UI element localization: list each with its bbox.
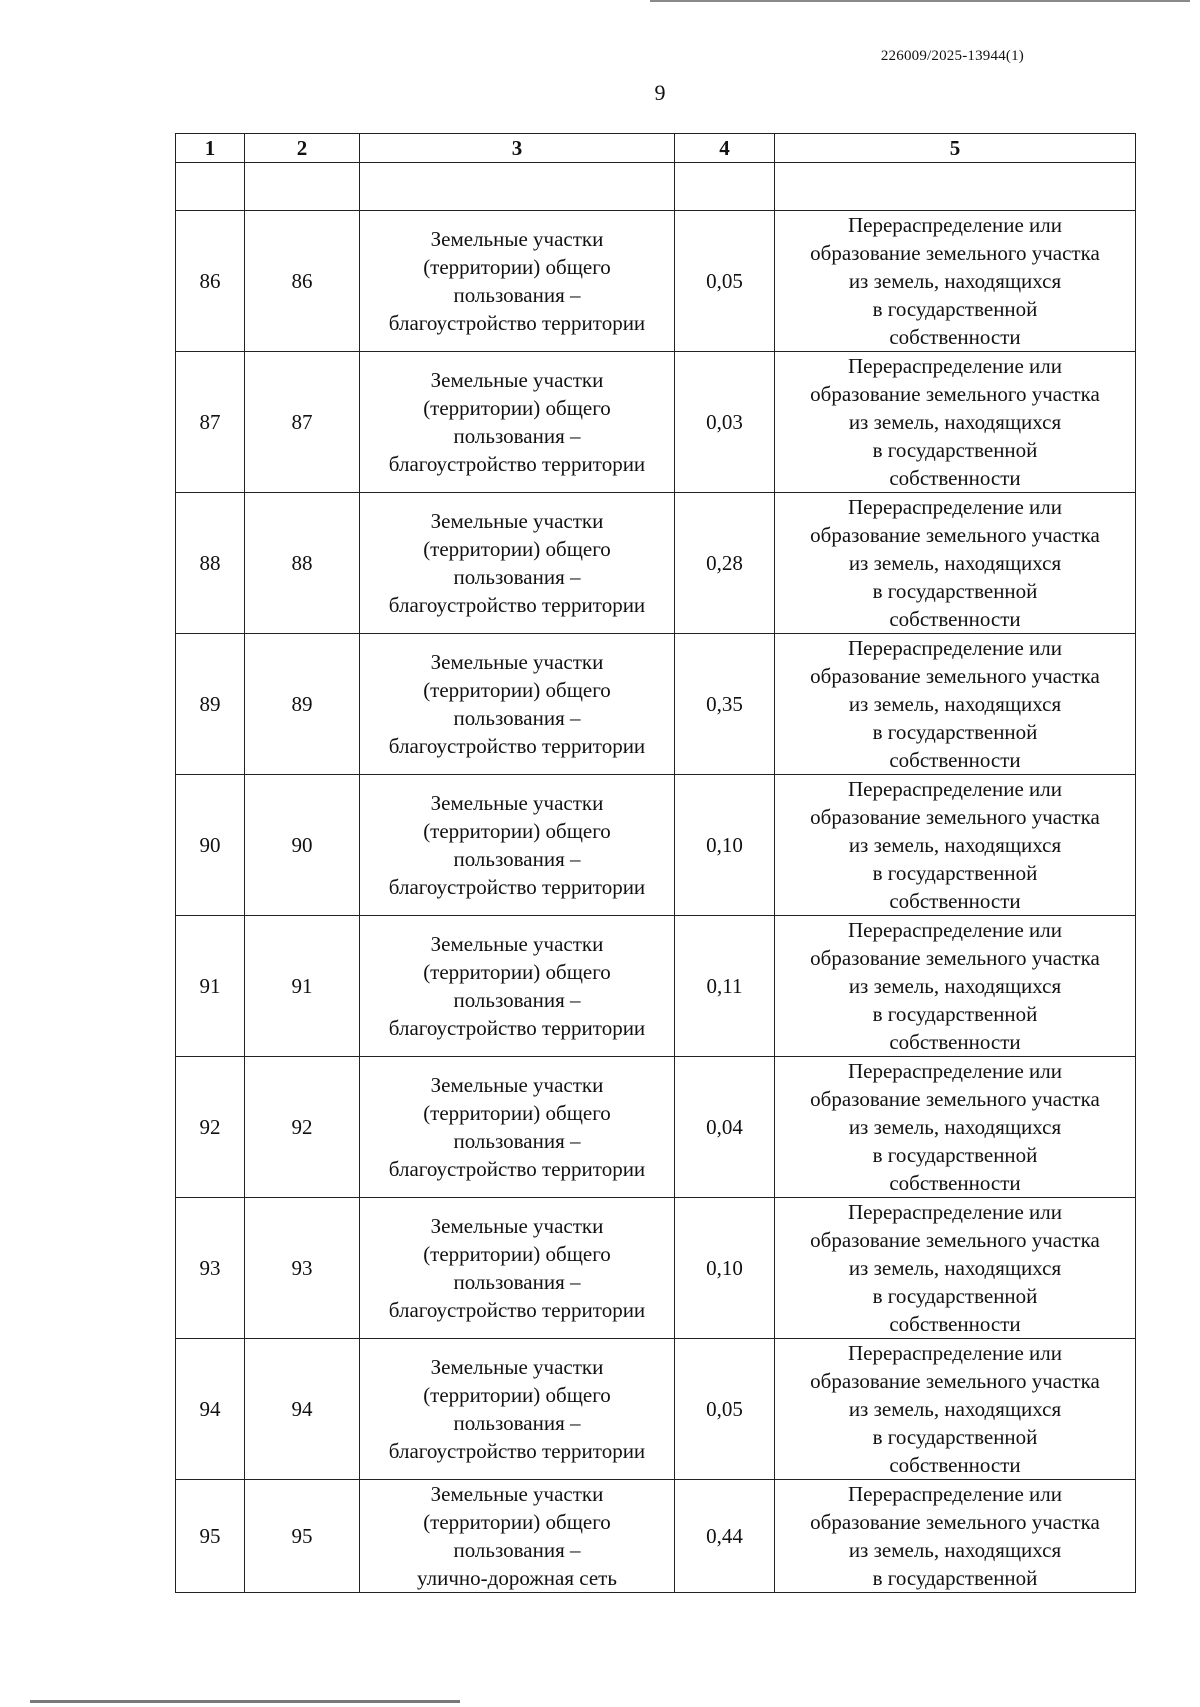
method-cell-line: из земель, находящихся [848, 692, 1062, 716]
method-cell [775, 211, 1136, 352]
table-row [176, 352, 1136, 493]
plot-number-cell: 89 [245, 634, 360, 775]
purpose-cell-line: Земельные участки [430, 650, 604, 674]
purpose-cell-line: (территории) общего [423, 396, 611, 420]
purpose-cell [360, 1198, 675, 1339]
purpose-cell-line: пользования – [453, 1411, 581, 1435]
method-cell-line: из земель, находящихся [848, 1115, 1062, 1139]
purpose-cell-line: благоустройство территории [388, 734, 646, 758]
purpose-cell-line: пользования – [453, 283, 581, 307]
top-rule [650, 0, 1190, 2]
column-header: 4 [675, 134, 775, 163]
purpose-cell-line: пользования – [453, 565, 581, 589]
method-cell-line: образование земельного участка [810, 241, 1100, 265]
method-cell-line: Перераспределение или [847, 636, 1063, 660]
method-cell-line: Перераспределение или [847, 1341, 1063, 1365]
method-cell-line: в государственной [872, 579, 1038, 603]
purpose-cell-line: Земельные участки [430, 509, 604, 533]
purpose-cell [360, 211, 675, 352]
plot-number-cell: 93 [245, 1198, 360, 1339]
purpose-cell-line: (территории) общего [423, 537, 611, 561]
purpose-cell-line: пользования – [453, 847, 581, 871]
purpose-cell [360, 775, 675, 916]
plot-number-cell: 90 [245, 775, 360, 916]
empty-cell [245, 163, 360, 211]
method-cell-line: из земель, находящихся [848, 833, 1062, 857]
page-number: 9 [654, 80, 666, 105]
method-cell-line: из земель, находящихся [848, 974, 1062, 998]
method-cell-line: собственности [889, 1312, 1021, 1336]
table-row [176, 211, 1136, 352]
purpose-cell-line: благоустройство территории [388, 1016, 646, 1040]
method-cell-line: собственности [889, 748, 1021, 772]
method-cell-line: Перераспределение или [847, 213, 1063, 237]
purpose-cell [360, 1480, 675, 1593]
method-cell-line: Перераспределение или [847, 777, 1063, 801]
method-cell-line: Перераспределение или [847, 1200, 1063, 1224]
method-cell [775, 493, 1136, 634]
row-number-cell: 88 [176, 493, 245, 634]
method-cell-line: в государственной [872, 438, 1038, 462]
method-cell-line: Перераспределение или [847, 1059, 1063, 1083]
plot-number-cell: 87 [245, 352, 360, 493]
area-cell: 0,10 [675, 1198, 775, 1339]
purpose-cell-line: Земельные участки [430, 1482, 604, 1506]
method-cell-line: Перераспределение или [847, 1482, 1063, 1506]
method-cell [775, 352, 1136, 493]
method-cell-line: Перераспределение или [847, 495, 1063, 519]
purpose-cell-line: пользования – [453, 706, 581, 730]
plot-number-cell: 92 [245, 1057, 360, 1198]
purpose-cell-line: (территории) общего [423, 1242, 611, 1266]
purpose-cell-line: (территории) общего [423, 1510, 611, 1534]
method-cell-line: из земель, находящихся [848, 551, 1062, 575]
plot-number-cell: 95 [245, 1480, 360, 1593]
method-cell-line: собственности [889, 1453, 1021, 1477]
method-cell-line: собственности [889, 607, 1021, 631]
purpose-cell-line: улично-дорожная сеть [417, 1566, 617, 1590]
area-cell: 0,35 [675, 634, 775, 775]
method-cell [775, 1057, 1136, 1198]
purpose-cell [360, 916, 675, 1057]
method-cell-line: образование земельного участка [810, 1510, 1100, 1534]
table-row [176, 1198, 1136, 1339]
purpose-cell-line: (территории) общего [423, 255, 611, 279]
purpose-cell-line: Земельные участки [430, 932, 604, 956]
purpose-cell-line: Земельные участки [430, 368, 604, 392]
purpose-cell-line: благоустройство территории [388, 1298, 646, 1322]
method-cell-line: образование земельного участка [810, 805, 1100, 829]
purpose-cell-line: благоустройство территории [388, 1157, 646, 1181]
purpose-cell-line: благоустройство территории [388, 593, 646, 617]
purpose-cell-line: (территории) общего [423, 1101, 611, 1125]
method-cell [775, 775, 1136, 916]
method-cell [775, 1339, 1136, 1480]
purpose-cell-line: пользования – [453, 1538, 581, 1562]
purpose-cell-line: (территории) общего [423, 678, 611, 702]
purpose-cell-line: Земельные участки [430, 227, 604, 251]
area-cell: 0,05 [675, 211, 775, 352]
method-cell-line: в государственной [872, 720, 1038, 744]
area-cell: 0,03 [675, 352, 775, 493]
table-row [176, 1339, 1136, 1480]
plot-number-cell: 91 [245, 916, 360, 1057]
method-cell-line: Перераспределение или [847, 354, 1063, 378]
row-number-cell: 87 [176, 352, 245, 493]
method-cell [775, 1480, 1136, 1593]
purpose-cell-line: Земельные участки [430, 1355, 604, 1379]
method-cell-line: собственности [889, 466, 1021, 490]
empty-cell [360, 163, 675, 211]
method-cell-line: в государственной [872, 1425, 1038, 1449]
document-id: 226009/2025-13944(1) [880, 48, 1024, 64]
table-header-row [176, 134, 1136, 163]
purpose-cell [360, 1339, 675, 1480]
empty-cell [176, 163, 245, 211]
purpose-cell-line: (территории) общего [423, 819, 611, 843]
method-cell-line: собственности [889, 889, 1021, 913]
column-header: 3 [360, 134, 675, 163]
area-cell: 0,11 [675, 916, 775, 1057]
purpose-cell-line: благоустройство территории [388, 452, 646, 476]
row-number-cell: 93 [176, 1198, 245, 1339]
method-cell-line: в государственной [872, 1002, 1038, 1026]
row-number-cell: 94 [176, 1339, 245, 1480]
purpose-cell-line: благоустройство территории [388, 1439, 646, 1463]
method-cell-line: в государственной [872, 1566, 1038, 1590]
area-cell: 0,10 [675, 775, 775, 916]
empty-cell [775, 163, 1136, 211]
purpose-cell [360, 634, 675, 775]
method-cell-line: собственности [889, 1030, 1021, 1054]
method-cell-line: образование земельного участка [810, 946, 1100, 970]
area-cell: 0,05 [675, 1339, 775, 1480]
method-cell-line: образование земельного участка [810, 1087, 1100, 1111]
purpose-cell-line: пользования – [453, 1270, 581, 1294]
method-cell-line: в государственной [872, 1284, 1038, 1308]
empty-row [176, 163, 1136, 211]
column-header: 1 [176, 134, 245, 163]
row-number-cell: 91 [176, 916, 245, 1057]
area-cell: 0,28 [675, 493, 775, 634]
purpose-cell [360, 493, 675, 634]
purpose-cell-line: Земельные участки [430, 791, 604, 815]
purpose-cell-line: пользования – [453, 1129, 581, 1153]
plot-number-cell: 94 [245, 1339, 360, 1480]
purpose-cell-line: пользования – [453, 424, 581, 448]
method-cell-line: из земель, находящихся [848, 1397, 1062, 1421]
method-cell-line: в государственной [872, 861, 1038, 885]
purpose-cell-line: (территории) общего [423, 1383, 611, 1407]
table-row [176, 775, 1136, 916]
table-row [176, 1057, 1136, 1198]
method-cell-line: из земель, находящихся [848, 1256, 1062, 1280]
purpose-cell-line: благоустройство территории [388, 875, 646, 899]
row-number-cell: 89 [176, 634, 245, 775]
method-cell [775, 1198, 1136, 1339]
method-cell-line: образование земельного участка [810, 664, 1100, 688]
purpose-cell [360, 352, 675, 493]
method-cell-line: Перераспределение или [847, 918, 1063, 942]
method-cell-line: из земель, находящихся [848, 269, 1062, 293]
method-cell-line: образование земельного участка [810, 1369, 1100, 1393]
method-cell [775, 634, 1136, 775]
method-cell-line: собственности [889, 325, 1021, 349]
row-number-cell: 86 [176, 211, 245, 352]
method-cell-line: образование земельного участка [810, 382, 1100, 406]
method-cell-line: в государственной [872, 297, 1038, 321]
bottom-rule [30, 1700, 460, 1703]
plot-number-cell: 86 [245, 211, 360, 352]
table-row [176, 916, 1136, 1057]
column-header: 2 [245, 134, 360, 163]
purpose-cell [360, 1057, 675, 1198]
purpose-cell-line: (территории) общего [423, 960, 611, 984]
empty-cell [675, 163, 775, 211]
method-cell-line: собственности [889, 1171, 1021, 1195]
method-cell-line: образование земельного участка [810, 1228, 1100, 1252]
column-header: 5 [775, 134, 1136, 163]
row-number-cell: 90 [176, 775, 245, 916]
method-cell [775, 916, 1136, 1057]
method-cell-line: из земель, находящихся [848, 1538, 1062, 1562]
land-plots-table [175, 133, 1136, 1593]
method-cell-line: в государственной [872, 1143, 1038, 1167]
table-row [176, 1480, 1136, 1593]
table-row [176, 493, 1136, 634]
row-number-cell: 95 [176, 1480, 245, 1593]
method-cell-line: из земель, находящихся [848, 410, 1062, 434]
purpose-cell-line: Земельные участки [430, 1214, 604, 1238]
area-cell: 0,44 [675, 1480, 775, 1593]
purpose-cell-line: Земельные участки [430, 1073, 604, 1097]
method-cell-line: образование земельного участка [810, 523, 1100, 547]
row-number-cell: 92 [176, 1057, 245, 1198]
plot-number-cell: 88 [245, 493, 360, 634]
area-cell: 0,04 [675, 1057, 775, 1198]
purpose-cell-line: благоустройство территории [388, 311, 646, 335]
table-row [176, 634, 1136, 775]
purpose-cell-line: пользования – [453, 988, 581, 1012]
